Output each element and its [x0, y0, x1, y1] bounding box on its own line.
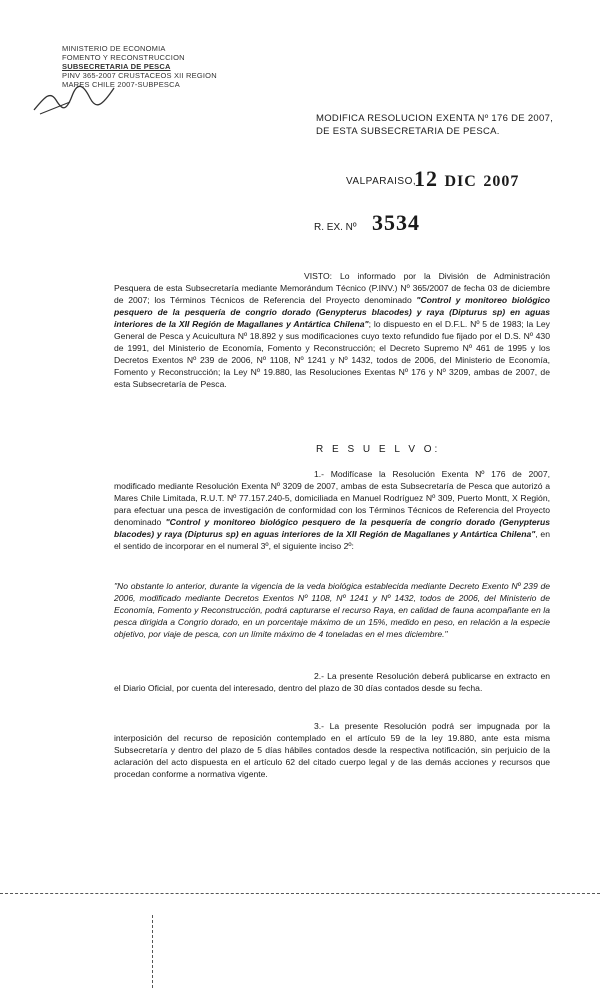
- date-month: DIC: [444, 173, 477, 190]
- signature-mark: [30, 80, 120, 120]
- resolution-title: MODIFICA RESOLUCION EXENTA Nº 176 DE 2007, DE ESTA SUBSECRETARIA DE PESCA.: [316, 113, 554, 137]
- stamp-line: MINISTERIO DE ECONOMIA: [62, 44, 166, 53]
- stamp-line: PINV 365-2007 CRUSTACEOS XII REGION: [62, 71, 217, 80]
- visto-text: Lo informado por la División de Administración Pesquera de esta Subsecretaría mediante Memorándum Técnico (P.INV.) Nº 365/2007 de fecha 03 de diciembre de 2007; los Términos Técnicos de Referencia del Proyecto denominado: [114, 271, 550, 305]
- visto-text-2: ; lo dispuesto en el D.F.L. Nº 5 de 1983; la Ley General de Pesca y Acuicultura Nº 18.892 y sus modificaciones cuyo texto refundido fue fijado por el D.S. Nº 430 de 1991, del Ministerio de Economía, Fomento y Reconstrucción; el Decreto Supremo Nº 461 de 1995 y los Decretos Exentos Nº 239 de 2006, Nº 1108, Nº 1241 y Nº 1432, todos de 2006, del Ministerio de Economía, Fomento y Reconstrucción; la Ley Nº 19.880, las Resoluciones Exentas Nº 176 y Nº 3209, ambas de 2007, de esta Subsecretaría de Pesca.: [114, 319, 550, 389]
- stamp-line: SUBSECRETARIA DE PESCA: [62, 62, 171, 71]
- rex-number: 3534: [372, 210, 420, 235]
- stamp-line: MARES CHILE 2007-SUBPESCA: [62, 80, 180, 89]
- item-3: [114, 720, 550, 780]
- place-label: VALPARAISO,: [346, 176, 417, 187]
- visto-project: "Control y monitoreo biológico pesquero de la pesquería de congrio dorado (Genypterus blacodes) y raya (Dipturus sp) en aguas interiores de la XII Región de Magallanes y Antártica Chilena": [114, 295, 550, 329]
- item-1-text-2: , en el sentido de incorporar en el numeral 3º, el siguiente inciso 2º:: [114, 529, 550, 551]
- item-1: [114, 468, 550, 552]
- date-day: 12: [414, 166, 438, 191]
- resuelvo-heading: R E S U E L V O:: [316, 444, 441, 455]
- item-2-text: 2.- La presente Resolución deberá publicarse en extracto en el Diario Oficial, por cuenta del interesado, dentro del plazo de 30 días contados desde su fecha.: [114, 671, 550, 693]
- item-2: [114, 670, 550, 694]
- visto-label: VISTO:: [304, 271, 333, 281]
- item-3-text: 3.- La presente Resolución podrá ser impugnada por la interposición del recurso de reposición contemplado en el artículo 59 de la ley 19.880, ante esta misma Subsecretaría y dentro del plazo de 5 días hábiles contados desde la respectiva notificación, sin perjuicio de la aclaración del acto dispuesta en el artículo 62 del citado cuerpo legal y de las demás acciones y recursos que procedan conforme a normativa vigente.: [114, 721, 550, 779]
- stamp-line: FOMENTO Y RECONSTRUCCION: [62, 53, 185, 62]
- visto-paragraph: [114, 270, 550, 390]
- item-1-text: 1.- Modifícase la Resolución Exenta Nº 176 de 2007, modificado mediante Resolución Exenta Nº 3209 de 2007, ambas de esta Subsecretaría de Pesca que autorizó a Mares Chile Limitada, R.U.T. Nº 77.157.240-5, domiciliada en Manuel Rodríguez Nº 309, Puerto Montt, X Región, para efectuar una pesca de investigación de conformidad con los Términos Técnicos de Referencia del Proyecto denominado: [114, 469, 550, 527]
- rex-label: R. EX. Nº: [314, 222, 357, 233]
- date-year: 2007: [483, 173, 520, 190]
- scan-edge-line: [152, 915, 153, 988]
- bottom-divider: [0, 893, 600, 894]
- item-1-project: "Control y monitoreo biológico pesquero de la pesquería de congrio dorado (Genypterus blacodes) y raya (Dipturus sp) en aguas interiores de la XII Región de Magallanes y Antártica Chilena": [114, 517, 550, 539]
- date-stamp: [414, 166, 519, 192]
- quoted-inciso: "No obstante lo anterior, durante la vigencia de la veda biológica establecida mediante Decreto Exento Nº 239 de 2006, modificado mediante Decretos Exentos Nº 1108, Nº 1241 y Nº 1432, todos de 2006, del Ministerio de Economía, Fomento y Reconstrucción, podrá capturarse el recurso Raya, en calidad de fauna acompañante en la pesca dirigida a Congrio dorado, en un porcentaje máximo de un 15%, medido en peso, en relación a la especie objetivo, por viaje de pesca, con un límite máximo de 4 toneladas en el mes diciembre.": [114, 581, 550, 639]
